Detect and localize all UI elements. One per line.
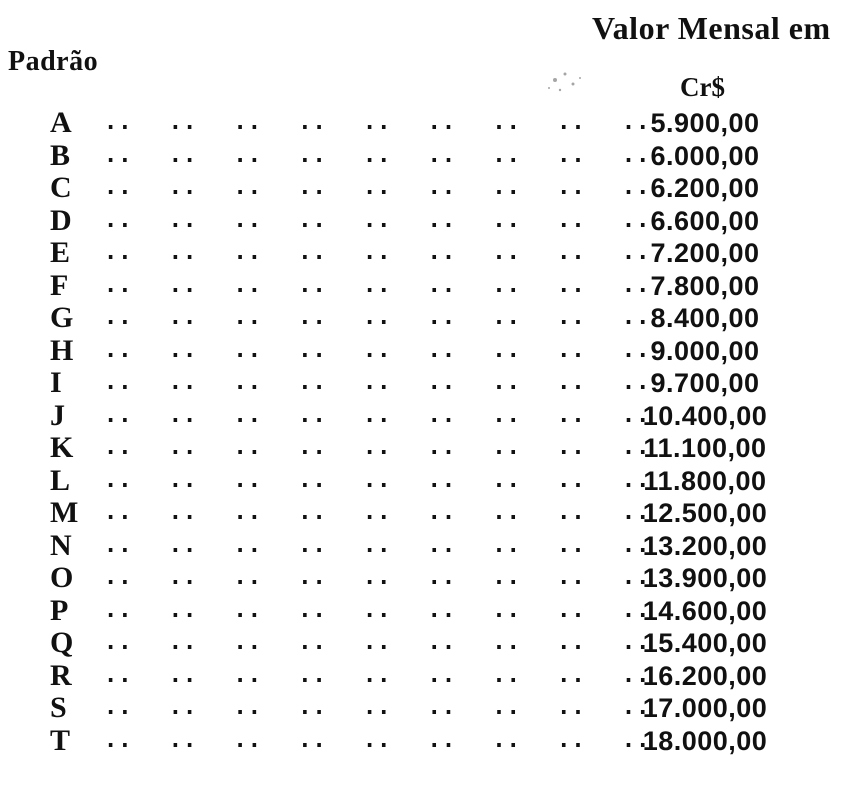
standard-letter: L	[50, 463, 71, 497]
table-row	[50, 691, 810, 724]
table-row	[50, 269, 810, 302]
dot-leader: .. .. .. .. .. .. .. .. ..	[104, 305, 651, 330]
standard-column-title: Padrão	[8, 46, 99, 77]
monthly-value: 14.600,00	[642, 595, 768, 626]
table-row	[50, 724, 810, 757]
standard-letter: N	[50, 528, 72, 562]
dot-leader: .. .. .. .. .. .. .. .. ..	[104, 662, 651, 688]
table-row	[50, 464, 810, 497]
dot-leader: .. .. .. .. .. .. .. .. ..	[104, 402, 651, 428]
dot-leader: .. .. .. .. .. .. .. .. ..	[104, 207, 651, 233]
dot-leader: .. .. .. .. .. .. .. .. ..	[104, 630, 651, 655]
salary-table	[50, 106, 810, 756]
table-row	[50, 334, 810, 367]
dot-leader: .. .. .. .. .. .. .. .. ..	[104, 435, 651, 460]
monthly-value: 12.500,00	[642, 498, 768, 528]
dot-leader: .. .. .. .. .. .. .. .. ..	[104, 532, 651, 558]
dot-leader: .. .. .. .. .. .. .. .. ..	[104, 370, 651, 395]
monthly-value: 18.000,00	[642, 725, 768, 756]
standard-letter: R	[50, 658, 72, 692]
dot-leader: .. .. .. .. .. .. .. .. ..	[104, 175, 651, 200]
table-row	[50, 399, 810, 432]
standard-letter: G	[50, 301, 74, 334]
standard-letter: D	[50, 203, 72, 237]
table-row	[50, 236, 810, 269]
monthly-value: 13.200,00	[642, 530, 768, 561]
monthly-value: 7.200,00	[650, 238, 760, 268]
standard-letter: M	[50, 496, 79, 529]
dot-leader: .. .. .. .. .. .. .. .. ..	[104, 142, 651, 168]
monthly-value: 15.400,00	[642, 628, 768, 658]
table-row	[50, 496, 810, 529]
standard-letter: Q	[50, 626, 74, 659]
table-row	[50, 659, 810, 692]
table-row	[50, 529, 810, 562]
currency-label: Cr$	[680, 72, 725, 102]
monthly-value: 16.200,00	[642, 660, 768, 691]
monthly-value: 7.800,00	[650, 270, 760, 301]
standard-letter: K	[50, 431, 74, 464]
standard-letter: H	[50, 333, 74, 367]
table-row	[50, 204, 810, 237]
monthly-value: 13.900,00	[642, 563, 768, 593]
table-row	[50, 626, 810, 659]
standard-letter: T	[50, 723, 71, 757]
dot-leader: .. .. .. .. .. .. .. .. ..	[104, 110, 651, 135]
standard-letter: S	[50, 691, 67, 724]
monthly-value: 6.600,00	[650, 205, 760, 236]
monthly-value: 11.100,00	[643, 433, 767, 463]
monthly-value: 10.400,00	[642, 400, 768, 431]
dot-leader: .. .. .. .. .. .. .. .. ..	[104, 337, 651, 363]
dot-leader: .. .. .. .. .. .. .. .. ..	[104, 565, 651, 590]
standard-letter: E	[50, 236, 71, 269]
monthly-value: 6.200,00	[650, 173, 760, 203]
standard-letter: I	[50, 366, 62, 399]
monthly-value: 9.700,00	[650, 368, 760, 398]
standard-letter: B	[50, 138, 71, 172]
table-row	[50, 171, 810, 204]
standard-letter: F	[50, 268, 69, 302]
monthly-value: 8.400,00	[650, 303, 760, 333]
monthly-value: 5.900,00	[650, 108, 760, 138]
monthly-value: 17.000,00	[642, 693, 768, 723]
dot-leader: .. .. .. .. .. .. .. .. ..	[104, 727, 651, 753]
dot-leader: .. .. .. .. .. .. .. .. ..	[104, 500, 651, 525]
dot-leader: .. .. .. .. .. .. .. .. ..	[104, 272, 651, 298]
table-row	[50, 431, 810, 464]
standard-letter: C	[50, 171, 72, 204]
dot-leader: .. .. .. .. .. .. .. .. ..	[104, 467, 651, 493]
monthly-value: 9.000,00	[650, 335, 760, 366]
table-row	[50, 594, 810, 627]
standard-letter: J	[50, 398, 65, 432]
table-row	[50, 301, 810, 334]
monthly-value: 6.000,00	[650, 140, 760, 171]
standard-letter: A	[50, 106, 72, 139]
table-row	[50, 106, 810, 139]
standard-letter: O	[50, 561, 74, 594]
dot-leader: .. .. .. .. .. .. .. .. ..	[104, 695, 651, 720]
table-row	[50, 561, 810, 594]
value-column-title: Valor Mensal em	[592, 10, 831, 46]
table-row	[50, 366, 810, 399]
table-row	[50, 139, 810, 172]
dot-leader: .. .. .. .. .. .. .. .. ..	[104, 240, 651, 265]
dot-leader: .. .. .. .. .. .. .. .. ..	[104, 597, 651, 623]
print-smudge-mark	[535, 60, 605, 100]
standard-letter: P	[50, 593, 69, 627]
monthly-value: 11.800,00	[643, 465, 767, 496]
